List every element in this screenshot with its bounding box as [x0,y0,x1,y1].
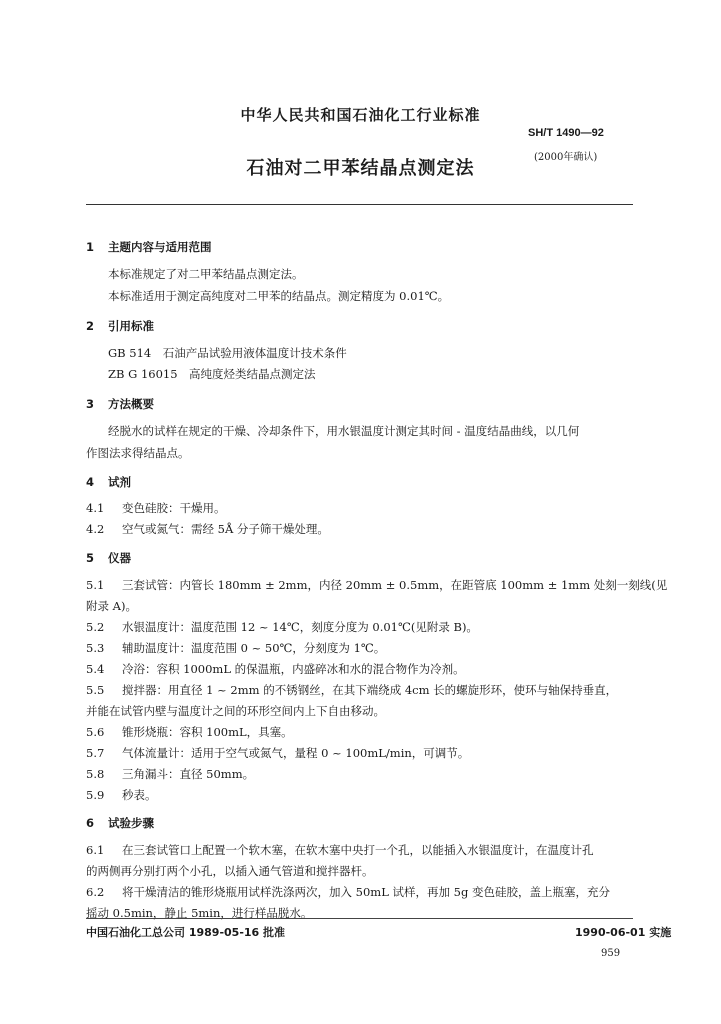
standard-code: SH/T 1490—92 [528,127,604,139]
effective-date: 1990-06-01 实施 [575,926,672,939]
list-item: 5.4 冷浴：容积 1000mL 的保温瓶，内盛碎冰和水的混合物作为冷剂。 [86,662,465,676]
reconfirmation-note: (2000年确认) [534,152,598,163]
section-3-heading: 3 方法概要 [86,397,154,411]
list-item-continuation: 摇动 0.5min，静止 5min，进行样品脱水。 [86,906,313,920]
list-item: 5.7 气体流量计：适用于空气或氮气，量程 0 ~ 100mL/min，可调节。 [86,746,470,760]
list-item: 6.1 在三套试管口上配置一个软木塞，在软木塞中央打一个孔，以能插入水银温度计，在温度计孔 [86,843,594,857]
list-item: 5.9 秒表。 [86,788,157,802]
reference-standard-2: ZB G 16015 高纯度烃类结晶点测定法 [108,367,316,381]
list-item: 5.2 水银温度计：温度范围 12 ~ 14℃，刻度分度为 0.01℃(见附录 B)。 [86,620,478,634]
section-1-paragraph-2: 本标准适用于测定高纯度对二甲苯的结晶点。测定精度为 0.01℃。 [108,289,450,303]
approval-date: 中国石油化工总公司 1989-05-16 批准 [86,926,286,939]
list-item: 5.1 三套试管：内管长 180mm ± 2mm，内径 20mm ± 0.5mm，在距管底 100mm ± 1mm 处刻一刻线(见 [86,578,668,592]
list-item-continuation: 附录 A)。 [86,599,137,613]
section-1-paragraph-1: 本标准规定了对二甲苯结晶点测定法。 [108,267,304,281]
section-4-heading: 4 试剂 [86,475,131,489]
standard-category-title: 中华人民共和国石油化工行业标准 [240,106,481,124]
list-item-continuation: 的两侧再分别打两个小孔，以插入通气管道和搅拌器杆。 [86,864,374,878]
list-item: 4.2 空气或氮气：需经 5Å 分子筛干燥处理。 [86,522,329,536]
document-title: 石油对二甲苯结晶点测定法 [246,158,475,179]
section-6-heading: 6 试验步骤 [86,816,154,830]
list-item: 4.1 变色硅胶：干燥用。 [86,501,226,515]
list-item: 6.2 将干燥清洁的锥形烧瓶用试样洗涤两次，加入 50mL 试样，再加 5g 变色硅胶，盖上瓶塞，充分 [86,885,610,899]
list-item-continuation: 并能在试管内壁与温度计之间的环形空间内上下自由移动。 [86,704,385,718]
reference-standard-1: GB 514 石油产品试验用液体温度计技术条件 [108,346,347,360]
section-3-line-2: 作图法求得结晶点。 [86,446,190,460]
section-3-line-1: 经脱水的试样在规定的干燥、冷却条件下，用水银温度计测定其时间 - 温度结晶曲线，以几何 [108,424,580,438]
list-item: 5.6 锥形烧瓶：容积 100mL，具塞。 [86,725,293,739]
list-item: 5.5 搅拌器：用直径 1 ~ 2mm 的不锈钢丝，在其下端绕成 4cm 长的螺旋形环，使环与轴保持垂直， [86,683,618,697]
list-item: 5.8 三角漏斗：直径 50mm。 [86,767,255,781]
list-item: 5.3 辅助温度计：温度范围 0 ~ 50℃，分刻度为 1℃。 [86,641,386,655]
header-divider [86,204,633,205]
section-2-heading: 2 引用标准 [86,319,154,333]
footer-divider [86,918,633,919]
section-5-heading: 5 仪器 [86,551,131,565]
page-number: 959 [601,948,621,959]
section-1-heading: 1 主题内容与适用范围 [86,240,212,254]
